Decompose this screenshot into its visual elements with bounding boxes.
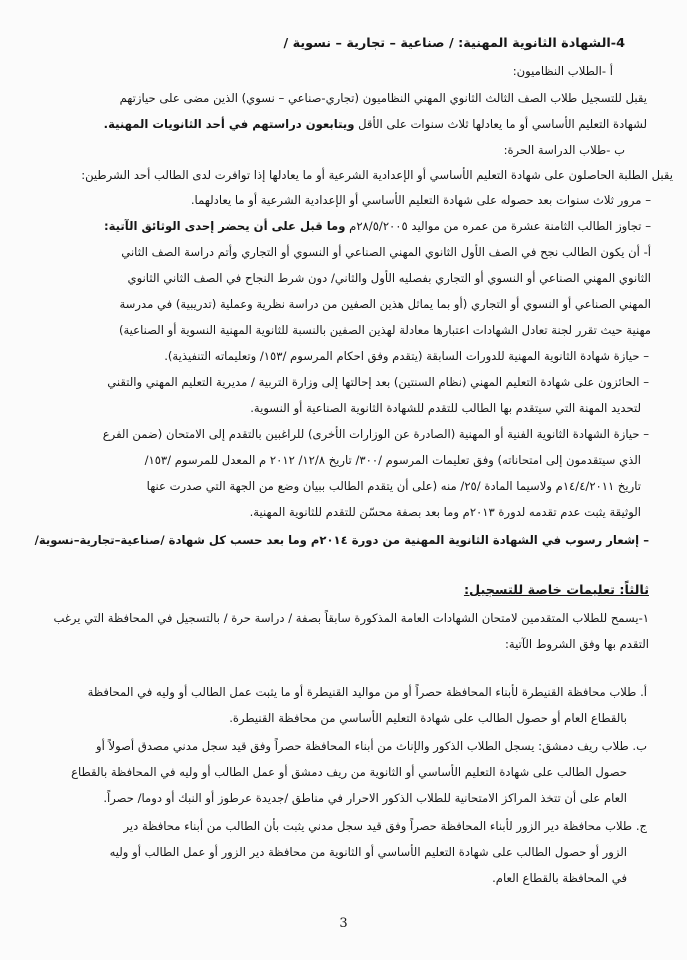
page-number: 3	[339, 916, 348, 931]
section4-title: 4-الشهادة الثانوية المهنية: / صناعية – تجارية – نسوية /	[283, 36, 625, 51]
list-item-continuation: الوثيقة يثبت عدم تقدمه لدورة ٢٠١٣م وما بعد بصفة محسّن للتقدم للثانوية المهنية.	[249, 505, 641, 519]
section4-b-condition	[104, 216, 651, 236]
section4-a-line-emphasis: ويتابعون دراستهم في أحد الثانويات المهنية.	[103, 117, 355, 131]
section3-item-j: ج. طلاب محافظة دير الزور لأبناء المحافظة حصراً وفق قيد سجل مدني يثبت بأن الطالب من أبناء محافظة دير	[123, 819, 647, 833]
section3-item-a: أ. طلاب محافظة القنيطرة لأبناء المحافظة حصراً أو من مواليد القنيطرة أو ما يثبت عمل الطالب أو وليه في المحافظة	[87, 685, 647, 699]
list-item: – الحائزون على شهادة التعليم المهني (نظام السنتين) بعد إحالتها إلى وزارة التربية / مديرية التعليم المهني والتقني	[107, 375, 649, 389]
section4-b-condition: – مرور ثلاث سنوات بعد حصوله على شهادة التعليم الأساسي أو الإعدادية الشرعية أو ما يعادلهما.	[190, 193, 651, 207]
section3-item-j: الزور أو حصول الطالب على شهادة التعليم الأساسي أو الثانوية من محافظة دير الزور أو عمل الطالب أو وليه	[109, 845, 627, 859]
document-alif-line: أ- أن يكون الطالب نجح في الصف الأول الثانوي المهني الصناعي أو النسوي أو التجاري وأتم دراسة الصف الثاني	[121, 245, 651, 259]
list-item-continuation: الذي سيتقدمون إلى امتحاناته) وفق تعليمات المرسوم /٣٠٠/ تاريخ ١٢/٨/ ٢٠١٢ م المعدل للمرسوم /١٥٣/	[144, 453, 641, 467]
section3-item-a: بالقطاع العام أو حصول الطالب على شهادة التعليم الأساسي من محافظة القنيطرة.	[229, 711, 627, 725]
section3-item-b: ب. طلاب ريف دمشق: يسجل الطلاب الذكور والإناث من أبناء المحافظة حصراً وفق قيد سجل مدني مصدق أصولاً أو	[95, 739, 647, 753]
document-alif-line: المهني الصناعي أو النسوي أو التجاري (أو بما يماثل هذين الصفين من دراسة نظرية وعملية (تدريبية) في مدرسة	[119, 297, 651, 311]
list-item: – حيازة شهادة الثانوية المهنية للدورات السابقة (يتقدم وفق احكام المرسوم /١٥٣/ وتعليماته التنفيذية).	[164, 349, 649, 363]
section4-b-condition-emphasis: وما قبل على أن يحضر إحدى الوثائق الآتية:	[103, 219, 346, 233]
section4-b-condition-text: – تجاوز الطالب الثامنة عشرة من عمره من مواليد ٢٨/٥/٢٠٠٥م	[345, 219, 651, 233]
section3-item-b: العام على أن تتخذ المراكز الامتحانية للطلاب الذكور الاحرار في مناطق /جديدة عرطوز أو النبك أو دوما/ حصراً.	[103, 791, 627, 805]
list-item: – إشعار رسوب في الشهادة الثانوية المهنية من دورة ٢٠١٤م وما بعد حسب كل شهادة /صناعية–تجارية–نسوية/	[34, 533, 649, 547]
section4-b-heading: ب -طلاب الدراسة الحرة:	[503, 143, 625, 157]
section4-a-heading: أ -الطلاب النظاميون:	[512, 64, 613, 78]
section4-a-line-text: لشهادة التعليم الأساسي أو ما يعادلها ثلاث سنوات على الأقل	[354, 117, 647, 131]
section4-a-line: يقبل للتسجيل طلاب الصف الثالث الثانوي المهني النظاميون (تجاري-صناعي – نسوي) الذين مضى على حيازتهم	[119, 91, 647, 105]
section3-title: ثالثاً: تعليمات خاصة للتسجيل:	[463, 583, 649, 598]
list-item: – حيازة الشهادة الثانوية الفنية أو المهنية (الصادرة عن الوزارات الأخرى) للراغبين بالتقدم إلى الامتحان (ضمن الفرع	[102, 427, 649, 441]
list-item-continuation: تاريخ ١٤/٤/٢٠١١م ولاسيما المادة /٢٥/ منه (على أن يتقدم الطالب ببيان وضع من الجهة التي صدرت عنها	[146, 479, 641, 493]
section4-a-line	[104, 114, 647, 134]
section4-b-line: يقبل الطلبة الحاصلون على شهادة التعليم الأساسي أو الإعدادية الشرعية أو ما يعادلها إذا توافرت لدى الطالب أحد الشرطين:	[81, 168, 673, 182]
section3-item-b: حصول الطالب على شهادة التعليم الأساسي أو الثانوية من ريف دمشق أو عمل الطالب أو وليه في المحافظة بالقطاع	[71, 765, 627, 779]
section3-paragraph: ١-يسمح للطلاب المتقدمين لامتحان الشهادات العامة المذكورة سابقاً بصفة / دراسة حرة / بالتسجيل في المحافظة التي يرغب	[53, 611, 649, 625]
section3-item-j: في المحافظة بالقطاع العام.	[492, 871, 627, 885]
list-item-continuation: لتحديد المهنة التي سيتقدم بها الطالب للتقدم للشهادة الثانوية الصناعية أو النسوية.	[250, 401, 641, 415]
document-alif-line: الثانوي المهني الصناعي أو النسوي أو التجاري بفصليه الأول والثاني/ دون شرط النجاح في الصف الثاني الثانوي	[127, 271, 651, 285]
document-alif-line: مهنية حيث تقرر لجنة تعادل الشهادات اعتبارها معادلة لهذين الصفين بالنسبة للثانوية المهنية النسوية أو الصناعية)	[118, 323, 651, 337]
section3-paragraph: التقدم بها وفق الشروط الآتية:	[505, 637, 649, 651]
